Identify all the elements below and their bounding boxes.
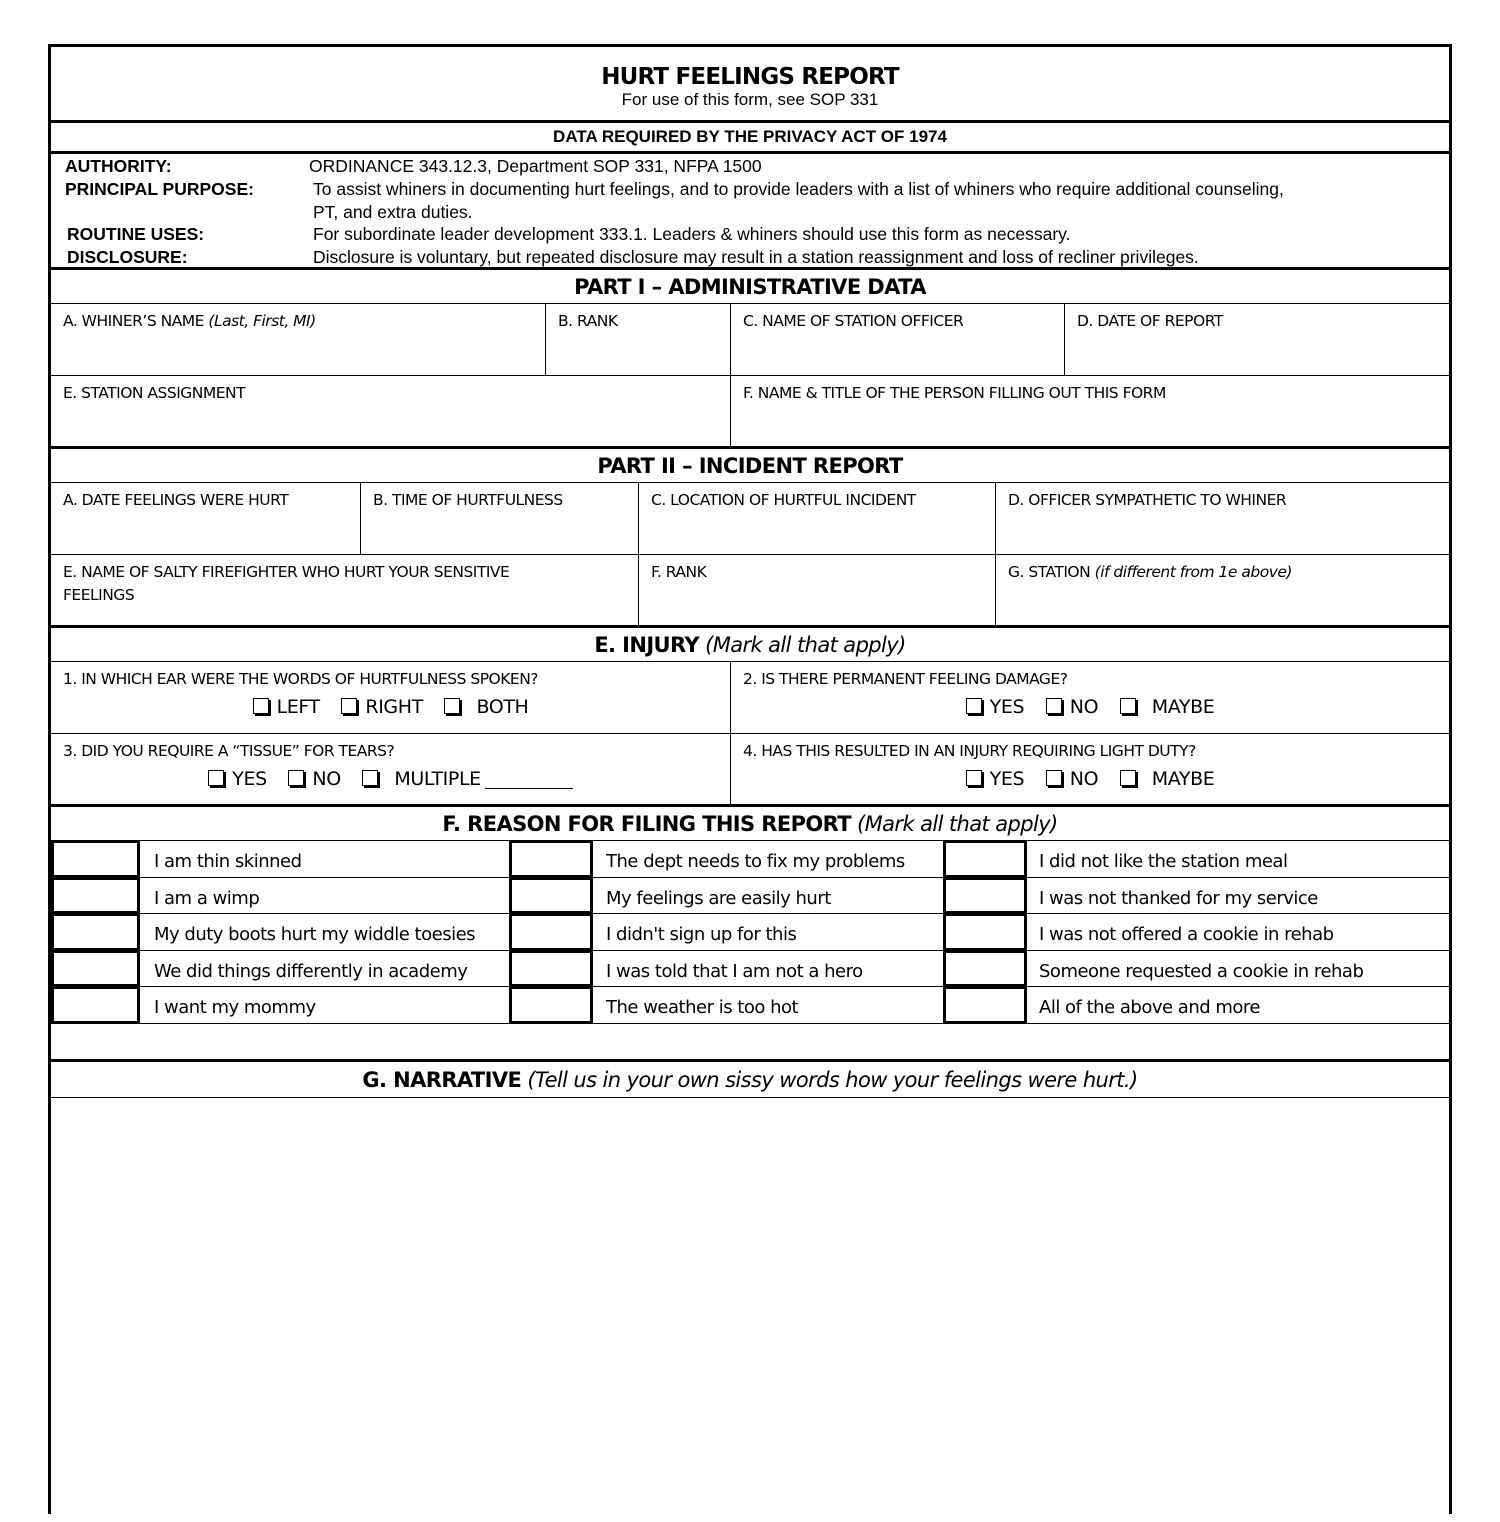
option-right[interactable] <box>341 696 422 719</box>
option-multiple[interactable] <box>362 768 572 791</box>
question-2-options <box>731 696 1449 719</box>
location-label: C. LOCATION OF HURTFUL INCIDENT <box>651 491 916 509</box>
sympathetic-officer-field[interactable] <box>996 483 1449 554</box>
reason-label: I want my mommy <box>154 997 316 1019</box>
option-label: YES <box>989 696 1025 718</box>
offender-station-field[interactable] <box>996 555 1449 625</box>
reason-checkbox[interactable] <box>509 986 593 1024</box>
part2-row1 <box>51 483 1449 555</box>
reason-row <box>51 951 1449 988</box>
date-hurt-field[interactable] <box>51 483 361 554</box>
reason-label: I am thin skinned <box>154 851 302 872</box>
reasons-grid <box>51 841 1449 1026</box>
option-label: MAYBE <box>1151 696 1215 718</box>
authority-label: AUTHORITY: <box>65 156 172 176</box>
checkbox-icon[interactable] <box>362 770 378 786</box>
checkbox-icon[interactable] <box>966 770 982 786</box>
salty-firefighter-field[interactable] <box>51 555 639 625</box>
question-2 <box>731 662 1449 733</box>
option-label: MAYBE <box>1151 768 1215 790</box>
narrative-hint: (Tell us in your own sissy words how your feelings were hurt.) <box>527 1068 1138 1092</box>
form-subtitle: For use of this form, see SOP 331 <box>621 90 879 109</box>
reason-checkbox[interactable] <box>943 840 1027 878</box>
question-3-text: 3. DID YOU REQUIRE A “TISSUE” FOR TEARS? <box>63 742 395 760</box>
station-assignment-label: E. STATION ASSIGNMENT <box>63 384 246 402</box>
question-4 <box>731 734 1449 804</box>
reason-checkbox[interactable] <box>51 986 140 1024</box>
question-4-text: 4. HAS THIS RESULTED IN AN INJURY REQUIRING LIGHT DUTY? <box>743 742 1196 760</box>
part2-heading <box>51 449 1449 483</box>
date-of-report-label: D. DATE OF REPORT <box>1077 312 1223 330</box>
purpose-label: PRINCIPAL PURPOSE: <box>65 179 254 199</box>
checkbox-icon[interactable] <box>1046 770 1062 786</box>
question-1-options <box>51 696 730 719</box>
injury-row1 <box>51 662 1449 734</box>
option-label: NO <box>312 768 341 790</box>
reason-checkbox[interactable] <box>51 877 140 915</box>
reason-row <box>51 914 1449 951</box>
reasons-heading <box>51 807 1449 841</box>
reason-checkbox[interactable] <box>51 950 140 988</box>
station-officer-field[interactable] <box>731 304 1065 375</box>
injury-heading <box>51 628 1449 662</box>
option-maybe[interactable] <box>1120 768 1215 791</box>
option-yes[interactable] <box>966 768 1024 791</box>
reason-checkbox[interactable] <box>943 913 1027 951</box>
option-no[interactable] <box>1046 768 1098 791</box>
option-left[interactable] <box>253 696 320 719</box>
checkbox-icon[interactable] <box>1046 698 1062 714</box>
reason-label: I was told that I am not a hero <box>606 960 863 982</box>
reason-label: Someone requested a cookie in rehab <box>1039 960 1364 982</box>
whiner-name-field[interactable] <box>51 304 546 375</box>
time-hurt-field[interactable] <box>361 483 639 554</box>
reason-checkbox[interactable] <box>509 840 593 878</box>
reason-label: I was not offered a cookie in rehab <box>1039 924 1334 946</box>
purpose-value-line1: To assist whiners in documenting hurt feelings, and to provide leaders with a list of whiners who require additional counseling, <box>313 179 1284 199</box>
reason-label: I was not thanked for my service <box>1039 887 1318 909</box>
date-of-report-field[interactable] <box>1065 304 1449 375</box>
offender-station-label: G. STATION <box>1008 563 1095 581</box>
option-label: RIGHT <box>365 696 423 718</box>
reason-checkbox[interactable] <box>943 986 1027 1024</box>
rank-label: B. RANK <box>558 312 618 330</box>
offender-rank-field[interactable] <box>639 555 996 625</box>
whiner-name-label: A. WHINER’S NAME <box>63 312 209 330</box>
reason-label: I am a wimp <box>154 887 260 909</box>
whiner-name-hint: (Last, First, MI) <box>208 312 316 330</box>
reason-label: The dept needs to fix my problems <box>606 851 905 872</box>
form-filler-field[interactable] <box>731 376 1449 446</box>
part1-row2 <box>51 376 1449 449</box>
reason-label: I didn't sign up for this <box>606 924 797 946</box>
option-no[interactable] <box>288 768 340 791</box>
offender-rank-label: F. RANK <box>651 563 707 581</box>
privacy-act-statement <box>51 154 1449 270</box>
reasons-title: F. REASON FOR FILING THIS REPORT <box>442 812 851 836</box>
form-header <box>51 47 1449 123</box>
form-title: HURT FEELINGS REPORT <box>601 64 899 90</box>
offender-station-hint: (if different from 1e above) <box>1094 563 1292 581</box>
reasons-spacer <box>51 1026 1449 1062</box>
part2-title: PART II – INCIDENT REPORT <box>597 454 903 478</box>
option-label: MULTIPLE <box>394 768 481 790</box>
narrative-title: G. NARRATIVE <box>362 1068 522 1092</box>
disclosure-value: Disclosure is voluntary, but repeated disclosure may result in a station reassignment and loss of recliner privileges. <box>313 247 1199 267</box>
checkbox-icon[interactable] <box>1120 698 1136 714</box>
part1-heading <box>51 270 1449 304</box>
checkbox-icon[interactable] <box>966 698 982 714</box>
routine-uses-label: ROUTINE USES: <box>67 224 205 244</box>
authority-value: ORDINANCE 343.12.3, Department SOP 331, NFPA 1500 <box>309 156 762 176</box>
part2-row2 <box>51 555 1449 628</box>
time-hurt-label: B. TIME OF HURTFULNESS <box>373 491 563 509</box>
privacy-act-heading: DATA REQUIRED BY THE PRIVACY ACT OF 1974 <box>51 123 1449 154</box>
rank-field[interactable] <box>546 304 731 375</box>
option-label: BOTH <box>476 696 529 718</box>
option-yes[interactable] <box>208 768 266 791</box>
reasons-hint: (Mark all that apply) <box>857 812 1058 836</box>
reason-row <box>51 987 1449 1024</box>
option-label: NO <box>1069 768 1099 790</box>
reason-label: I did not like the station meal <box>1039 851 1288 872</box>
option-no[interactable] <box>1046 696 1098 719</box>
date-hurt-label: A. DATE FEELINGS WERE HURT <box>63 491 289 509</box>
reason-checkbox[interactable] <box>51 840 140 878</box>
option-maybe[interactable] <box>1120 696 1215 719</box>
checkbox-icon[interactable] <box>444 698 460 714</box>
option-label: NO <box>1069 696 1099 718</box>
narrative-heading <box>51 1062 1449 1098</box>
reason-checkbox[interactable] <box>509 877 593 915</box>
reason-row <box>51 841 1449 878</box>
reason-label: The weather is too hot <box>606 997 799 1019</box>
option-label: YES <box>989 768 1025 790</box>
reason-checkbox[interactable] <box>509 913 593 951</box>
question-1 <box>51 662 731 733</box>
reason-checkbox[interactable] <box>943 950 1027 988</box>
option-yes[interactable] <box>966 696 1024 719</box>
reason-label: All of the above and more <box>1039 997 1260 1019</box>
checkbox-icon[interactable] <box>1120 770 1136 786</box>
location-field[interactable] <box>639 483 996 554</box>
routine-uses-value: For subordinate leader development 333.1. Leaders & whiners should use this form as necessary. <box>313 224 1071 244</box>
question-2-text: 2. IS THERE PERMANENT FEELING DAMAGE? <box>743 670 1068 688</box>
hurt-feelings-form <box>48 44 1452 1514</box>
form-filler-label: F. NAME & TITLE OF THE PERSON FILLING OUT THIS FORM <box>743 384 1166 402</box>
reason-checkbox[interactable] <box>509 950 593 988</box>
multiple-count-blank[interactable] <box>485 770 573 789</box>
purpose-value-line2: PT, and extra duties. <box>313 202 473 222</box>
option-both[interactable] <box>444 696 528 719</box>
question-3-options <box>51 768 730 791</box>
checkbox-icon[interactable] <box>253 698 269 714</box>
reason-checkbox[interactable] <box>943 877 1027 915</box>
reason-row <box>51 878 1449 915</box>
question-3 <box>51 734 731 804</box>
checkbox-icon[interactable] <box>341 698 357 714</box>
salty-firefighter-label: E. NAME OF SALTY FIREFIGHTER WHO HURT YOUR SENSITIVE FEELINGS <box>63 563 510 604</box>
narrative-input[interactable] <box>51 1098 1453 1522</box>
question-4-options <box>731 768 1449 791</box>
station-officer-label: C. NAME OF STATION OFFICER <box>743 312 964 330</box>
station-assignment-field[interactable] <box>51 376 731 446</box>
injury-hint: (Mark all that apply) <box>705 633 906 657</box>
reason-checkbox[interactable] <box>51 913 140 951</box>
injury-title: E. INJURY <box>594 633 700 657</box>
option-label: YES <box>232 768 267 790</box>
part1-title: PART I – ADMINISTRATIVE DATA <box>574 275 926 299</box>
reason-label: My duty boots hurt my widdle toesies <box>154 924 476 946</box>
disclosure-label: DISCLOSURE: <box>67 247 188 267</box>
reason-label: My feelings are easily hurt <box>606 887 831 909</box>
question-1-text: 1. IN WHICH EAR WERE THE WORDS OF HURTFULNESS SPOKEN? <box>63 670 539 688</box>
part1-row1 <box>51 304 1449 376</box>
checkbox-icon[interactable] <box>208 770 224 786</box>
reason-label: We did things differently in academy <box>154 960 468 982</box>
checkbox-icon[interactable] <box>288 770 304 786</box>
injury-row2 <box>51 734 1449 807</box>
sympathetic-officer-label: D. OFFICER SYMPATHETIC TO WHINER <box>1008 491 1287 509</box>
option-label: LEFT <box>276 696 320 718</box>
